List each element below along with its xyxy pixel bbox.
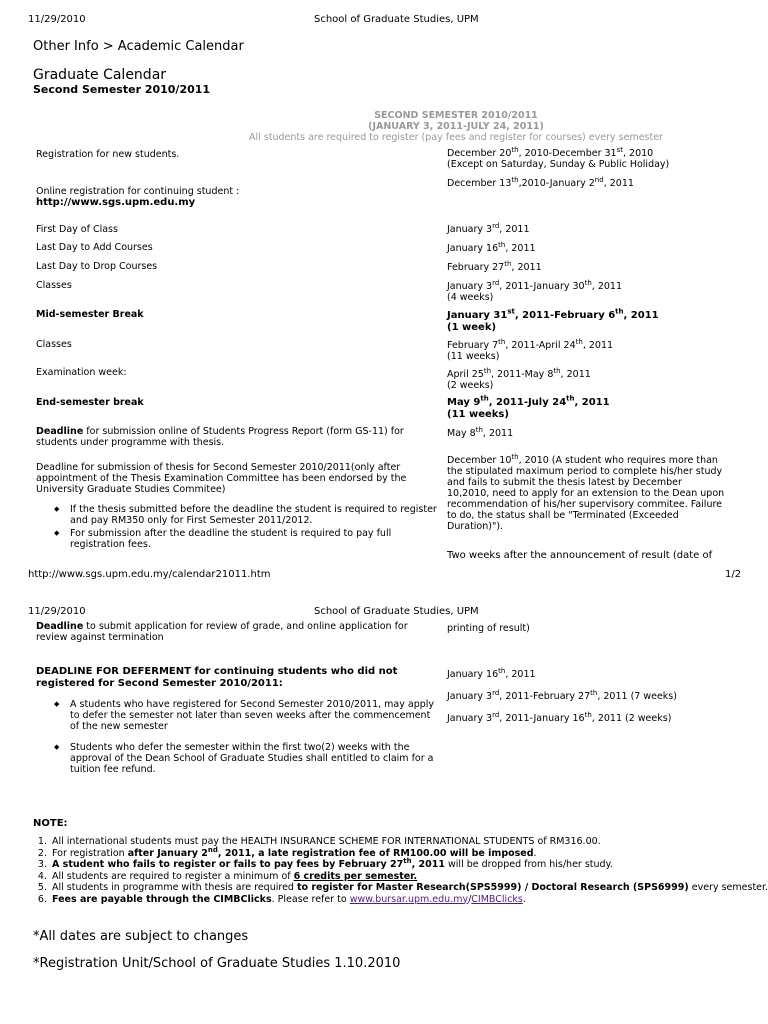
bursar-link[interactable]: www.bursar.upm.edu.my bbox=[349, 893, 469, 905]
page-subtitle: Second Semester 2010/2011 bbox=[33, 83, 211, 96]
print-site-title-2: School of Graduate Studies, UPM bbox=[314, 606, 479, 617]
date-thesis-deadline: December 10th, 2010 (A student who requires more than the stipulated maximum period to complete his/her study and fails to submit the thesis latest by December 10,2010, need to apply for an extension to the Dean upon recommendation of his/her supervisory commitee. Failure to do, the status shall be "Terminated (Exceeded Duration)"). bbox=[447, 452, 725, 532]
label-last-add: Last Day to Add Courses bbox=[36, 242, 153, 253]
deferment-title: DEADLINE FOR DEFERMENT for continuing students who did not registered for Second Semester 2010/2011: bbox=[36, 666, 398, 689]
print-site-title: School of Graduate Studies, UPM bbox=[314, 14, 479, 25]
date-classes-1: January 3rd, 2011-January 30th, 2011 (4 weeks) bbox=[447, 278, 622, 303]
note-label: NOTE: bbox=[33, 818, 68, 829]
label-classes-2: Classes bbox=[36, 339, 72, 350]
date-registration-note: (Except on Saturday, Sunday & Public Holiday) bbox=[447, 159, 670, 170]
date-registration-new: December 20th, 2010-December 31st, 2010 (Except on Saturday, Sunday & Public Holiday) bbox=[447, 145, 670, 170]
date-end-break: May 9th, 2011-July 24th, 2011 (11 weeks) bbox=[447, 394, 610, 420]
thesis-bullets bbox=[52, 504, 442, 552]
date-mid-break: January 31st, 2011-February 6th, 2011 (1 week) bbox=[447, 307, 659, 333]
date-exam-week: April 25th, 2011-May 8th, 2011 (2 weeks) bbox=[447, 366, 591, 391]
banner-line-3: All students are required to register (pay fees and register for courses) every semester bbox=[249, 132, 663, 143]
breadcrumb: Other Info > Academic Calendar bbox=[33, 39, 244, 54]
deadline-word: Deadline bbox=[36, 426, 84, 437]
thesis-bullet-2: ◆ For submission after the deadline the student is required to pay full registration fees. bbox=[52, 528, 442, 550]
note-1: 1. All international students must pay the HEALTH INSURANCE SCHEME FOR INTERNATIONAL STUDENTS of RM316.00. bbox=[50, 836, 736, 848]
footnote-dates-subject: *All dates are subject to changes bbox=[33, 929, 249, 944]
label-mid-break: Mid-semester Break bbox=[36, 309, 144, 320]
note-3: 3. A student who fails to register or fails to pay fees by February 27th, 2011 will be dropped from his/her study. bbox=[50, 859, 736, 871]
date-progress-report: May 8th, 2011 bbox=[447, 425, 514, 439]
semester-banner bbox=[180, 110, 732, 143]
date-classes-2: February 7th, 2011-April 24th, 2011 (11 weeks) bbox=[447, 337, 614, 362]
date-deferment-2: January 3rd, 2011-February 27th, 2011 (7 weeks) bbox=[447, 688, 677, 702]
print-date-2: 11/29/2010 bbox=[28, 606, 86, 617]
thesis-bullet-1: ◆ If the thesis submitted before the deadline the student is required to register and pay RM350 only for First Semester 2011/2012. bbox=[52, 504, 442, 526]
date-deferment-3: January 3rd, 2011-January 16th, 2011 (2 weeks) bbox=[447, 710, 672, 724]
label-last-drop: Last Day to Drop Courses bbox=[36, 261, 158, 272]
footnote-registration-unit: *Registration Unit/School of Graduate Studies 1.10.2010 bbox=[33, 956, 401, 971]
label-online-registration: Online registration for continuing student : bbox=[36, 186, 240, 197]
date-review-part-1: Two weeks after the announcement of result (date of bbox=[447, 550, 713, 561]
print-date: 11/29/2010 bbox=[28, 14, 86, 25]
note-5: 5. All students in programme with thesis are required to register for Master Research(SPS5999) / Doctoral Research (SPS6999) every semester. bbox=[50, 882, 736, 894]
date-online-registration: December 13th,2010-January 2nd, 2011 bbox=[447, 175, 634, 189]
cimbclicks-link[interactable]: CIMBClicks bbox=[471, 893, 523, 905]
deferment-bullet-2: ◆ Students who defer the semester within the first two(2) weeks with the approval of the Dean School of Graduate Studies shall entitled to claim for a tuition fee refund. bbox=[52, 742, 442, 775]
date-review-part-2: printing of result) bbox=[447, 623, 530, 634]
label-deadline-review: Deadline to submit application for review of grade, and online application for review against termination bbox=[36, 621, 408, 643]
notes-list bbox=[36, 836, 768, 905]
note-4: 4. All students are required to register a minimum of 6 credits per semester. bbox=[50, 871, 736, 883]
date-last-drop: February 27th, 2011 bbox=[447, 259, 542, 273]
label-deadline-thesis: Deadline for submission of thesis for Second Semester 2010/2011(only after appointment of the Thesis Examination Committee has been endorsed by the University Graduate Studies Commitee) bbox=[36, 462, 407, 495]
note-6: 6. Fees are payable through the CIMBClicks. Please refer to www.bursar.upm.edu.my/CIMBClicks. bbox=[50, 894, 736, 906]
banner-line-1: SECOND SEMESTER 2010/2011 bbox=[374, 110, 538, 121]
deferment-bullets bbox=[52, 699, 442, 777]
label-registration-new: Registration for new students. bbox=[36, 149, 180, 160]
label-deadline-progress bbox=[36, 426, 436, 448]
banner-line-2: (JANUARY 3, 2011-JULY 24, 2011) bbox=[368, 121, 544, 132]
footer-page-number: 1/2 bbox=[725, 569, 742, 580]
date-deferment-1: January 16th, 2011 bbox=[447, 666, 536, 680]
note-2: 2. For registration after January 2nd, 2011, a late registration fee of RM100.00 will be imposed. bbox=[50, 848, 736, 860]
label-first-day: First Day of Class bbox=[36, 224, 118, 235]
deadline-progress-text: for submission online of Students Progress Report (form GS-11) for students under programme with thesis. bbox=[36, 426, 404, 448]
footer-url: http://www.sgs.upm.edu.my/calendar21011.htm bbox=[28, 569, 271, 580]
online-registration-url[interactable]: http://www.sgs.upm.edu.my bbox=[36, 197, 196, 208]
deferment-bullet-1: ◆ A students who have registered for Second Semester 2010/2011, may apply to defer the semester not later than seven weeks after the commencement of the new semester bbox=[52, 699, 442, 732]
label-exam-week: Examination week: bbox=[36, 367, 127, 378]
page-title: Graduate Calendar bbox=[33, 67, 167, 83]
date-last-add: January 16th, 2011 bbox=[447, 240, 536, 254]
date-first-day: January 3rd, 2011 bbox=[447, 221, 530, 235]
label-end-break: End-semester break bbox=[36, 397, 144, 408]
label-classes-1: Classes bbox=[36, 280, 72, 291]
